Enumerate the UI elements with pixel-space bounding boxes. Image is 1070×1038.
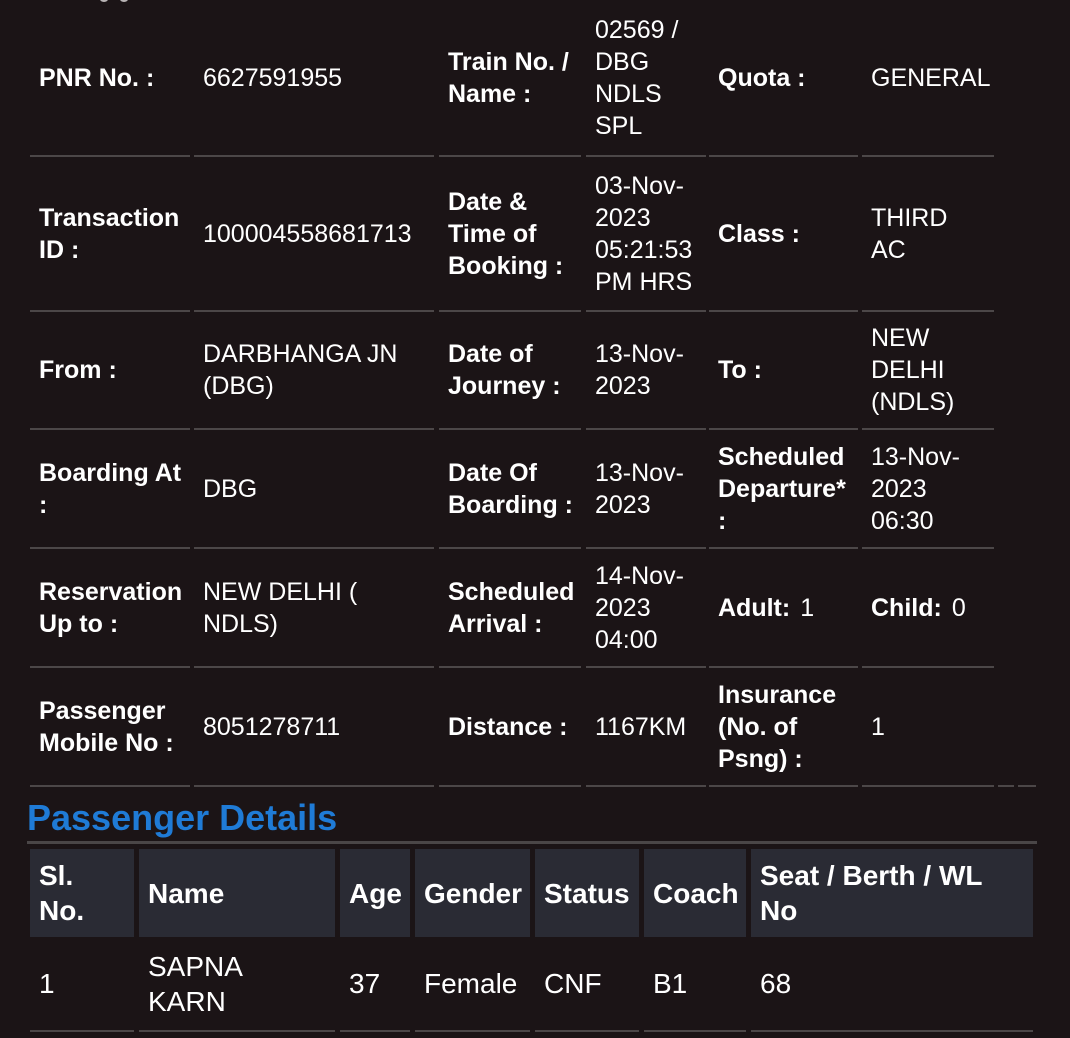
scheduled-arrival-label: Scheduled Arrival :	[439, 549, 581, 668]
cell-name: SAPNA KARN	[139, 937, 335, 1032]
row-divider-stub	[998, 785, 1014, 787]
boarding-date-label: Date Of Boarding :	[439, 430, 581, 549]
journey-date-value: 13-Nov- 2023	[586, 312, 706, 430]
adult-value: 1	[800, 593, 815, 622]
transaction-id-value: 100004558681713	[194, 157, 434, 312]
distance-value: 1167KM	[586, 668, 706, 787]
child-label: Child:	[871, 593, 942, 622]
boarding-at-value: DBG	[194, 430, 434, 549]
cell-age: 37	[340, 937, 410, 1032]
insurance-label: Insurance (No. of Psng) :	[709, 668, 858, 787]
scheduled-departure-label: Scheduled Departure* :	[709, 430, 858, 549]
child-count-cell	[862, 549, 994, 668]
adult-count-cell	[709, 549, 858, 668]
pnr-value: 6627591955	[194, 0, 434, 157]
col-header-seat-berth: Seat / Berth / WL No	[751, 849, 1033, 937]
mobile-label: Passenger Mobile No :	[30, 668, 190, 787]
transaction-id-label: Transaction ID :	[30, 157, 190, 312]
cell-coach: B1	[644, 937, 746, 1032]
boarding-at-label: Boarding At :	[30, 430, 190, 549]
booking-datetime-value: 03-Nov- 2023 05:21:53 PM HRS	[586, 157, 706, 312]
cell-status: CNF	[535, 937, 639, 1032]
cell-gender: Female	[415, 937, 530, 1032]
scheduled-arrival-value: 14-Nov- 2023 04:00	[586, 549, 706, 668]
scheduled-departure-value: 13-Nov- 2023 06:30	[862, 430, 994, 549]
quota-value: GENERAL	[862, 0, 994, 157]
col-header-age: Age	[340, 849, 410, 937]
from-value: DARBHANGA JN (DBG)	[194, 312, 434, 430]
passenger-details-heading: Passenger Details	[27, 797, 338, 838]
train-value: 02569 / DBG NDLS SPL	[586, 0, 706, 157]
col-header-status: Status	[535, 849, 639, 937]
section-divider	[27, 841, 1037, 844]
row-divider-stub	[1018, 785, 1036, 787]
class-value: THIRD AC	[862, 157, 994, 312]
insurance-value: 1	[862, 668, 994, 787]
mobile-value: 8051278711	[194, 668, 434, 787]
cell-sl-no: 1	[30, 937, 134, 1032]
child-value: 0	[951, 593, 966, 622]
col-header-name: Name	[139, 849, 335, 937]
boarding-date-value: 13-Nov- 2023	[586, 430, 706, 549]
reservation-upto-label: Reservation Up to :	[30, 549, 190, 668]
col-header-gender: Gender	[415, 849, 530, 937]
train-label: Train No. / Name :	[439, 0, 581, 157]
pnr-label: PNR No. :	[30, 0, 190, 157]
reservation-upto-value: NEW DELHI ( NDLS)	[194, 549, 434, 668]
distance-label: Distance :	[439, 668, 581, 787]
journey-date-label: Date of Journey :	[439, 312, 581, 430]
col-header-coach: Coach	[644, 849, 746, 937]
adult-label: Adult:	[718, 593, 791, 622]
to-value: NEW DELHI (NDLS)	[862, 312, 994, 430]
col-header-sl-no: Sl. No.	[30, 849, 134, 937]
booking-datetime-label: Date & Time of Booking :	[439, 157, 581, 312]
quota-label: Quota :	[709, 0, 858, 157]
from-label: From :	[30, 312, 190, 430]
class-label: Class :	[709, 157, 858, 312]
to-label: To :	[709, 312, 858, 430]
cell-seat-berth: 68	[751, 937, 1033, 1032]
